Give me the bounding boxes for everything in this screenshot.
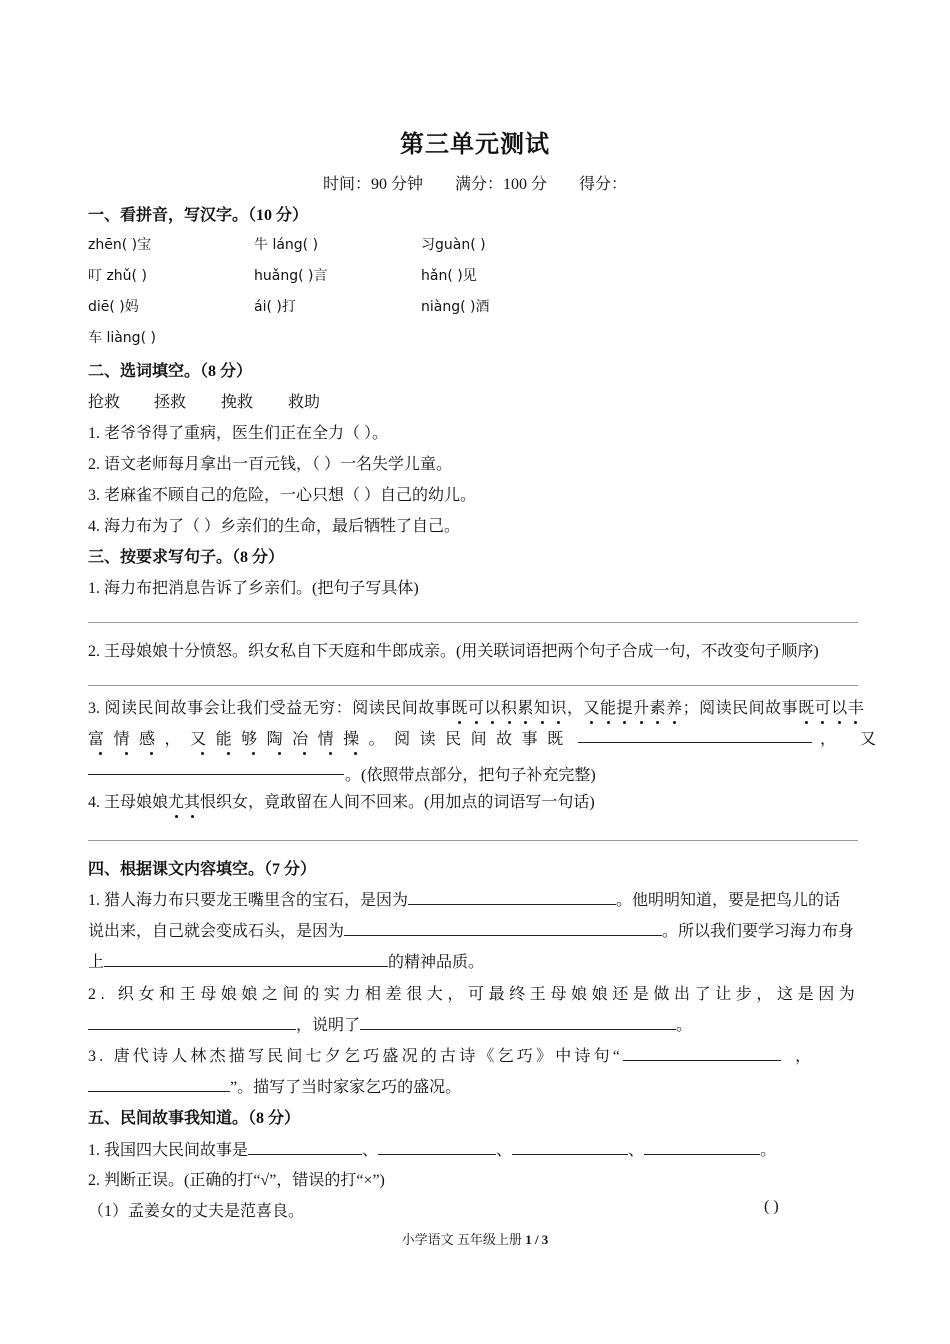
question-3-line-2: 富情感，又能够陶冶情操。阅读民间故事既 bbox=[88, 731, 573, 748]
dotted-text bbox=[451, 700, 567, 717]
emphasis-char: 可 bbox=[814, 700, 832, 717]
pinyin-item: 牛 láng( ) bbox=[254, 237, 319, 253]
emphasis-char: 富 bbox=[88, 731, 114, 748]
exam-meta bbox=[0, 171, 950, 194]
answer-blank[interactable] bbox=[378, 1140, 496, 1155]
question-item: 2. 判断正误。(正确的打“√”，错误的打“×”) bbox=[88, 1172, 385, 1189]
time-label: 时间：90 分钟 bbox=[322, 176, 423, 193]
answer-blank[interactable] bbox=[88, 1077, 230, 1092]
answer-blank[interactable] bbox=[88, 760, 344, 775]
answer-line[interactable] bbox=[88, 622, 858, 623]
answer-blank[interactable] bbox=[512, 1140, 628, 1155]
emphasis-char: 既 bbox=[798, 700, 815, 717]
emphasis-char: 识 bbox=[550, 700, 567, 717]
question-4-line: 4. 王母娘娘尤其恨织女，竟敢留在人间不回来。(用加点的词语写一句话) bbox=[88, 794, 595, 811]
answer-line[interactable] bbox=[88, 840, 858, 841]
pinyin-item: diē( )妈 bbox=[88, 299, 139, 315]
pinyin-item: zhēn( )宝 bbox=[88, 237, 152, 253]
pinyin-item: ái( )打 bbox=[254, 299, 296, 315]
dotted-text bbox=[190, 731, 369, 748]
question-item: 3. 老麻雀不顾自己的危险，一心只想（ ）自己的幼儿。 bbox=[88, 487, 477, 504]
question-item: 1. 老爷爷得了重病，医生们正在全力（ ）。 bbox=[88, 425, 389, 442]
dotted-text bbox=[583, 700, 682, 717]
judge-answer-box[interactable]: ( ) bbox=[764, 1198, 779, 1215]
emphasis-char: 累 bbox=[517, 700, 534, 717]
answer-blank[interactable] bbox=[578, 728, 812, 743]
fill-line: 1. 猎人海力布只要龙王嘴里含的宝石，是因为 。他明明知道，要是把鸟儿的话 bbox=[88, 892, 841, 909]
dotted-text bbox=[168, 794, 200, 811]
pinyin-item: 叮 zhǔ( ) bbox=[88, 268, 147, 284]
emphasis-char: 既 bbox=[451, 700, 468, 717]
judge-item: （1）孟姜女的丈夫是范喜良。 bbox=[88, 1203, 305, 1220]
emphasis-char: 能 bbox=[599, 700, 617, 717]
emphasis-char: 够 bbox=[241, 731, 267, 748]
question-item: 2. 语文老师每月拿出一百元钱，（ ）一名失学儿童。 bbox=[88, 456, 453, 473]
word-choice: 挽救 bbox=[221, 394, 254, 411]
question-item: 2. 王母娘娘十分愤怒。织女私自下天庭和牛郎成亲。(用关联词语把两个句子合成一句，不改变句子顺序) bbox=[88, 643, 819, 660]
word-choice: 救助 bbox=[288, 394, 321, 411]
fill-line: 上 的精神品质。 bbox=[88, 954, 485, 971]
answer-blank[interactable] bbox=[623, 1046, 781, 1061]
section-5-heading: 五、民间故事我知道。（8 分） bbox=[88, 1110, 301, 1127]
emphasis-char: 陶 bbox=[266, 731, 293, 748]
answer-line[interactable] bbox=[88, 685, 858, 686]
page-title: 第三单元测试 bbox=[400, 132, 550, 158]
emphasis-char: 积 bbox=[500, 700, 518, 717]
emphasis-char: 能 bbox=[215, 731, 242, 748]
emphasis-char: 升 bbox=[633, 700, 650, 717]
section-3-heading: 三、按要求写句子。（8 分） bbox=[88, 549, 285, 566]
answer-blank[interactable] bbox=[344, 921, 662, 936]
emphasis-char: 又 bbox=[583, 700, 600, 717]
fill-line: 说出来，自己就会变成石头，是因为 。所以我们要学习海力布身 bbox=[88, 923, 855, 940]
emphasis-char: 以 bbox=[831, 700, 848, 717]
pinyin-item: hǎn( )见 bbox=[421, 268, 477, 284]
answer-blank[interactable] bbox=[248, 1140, 362, 1155]
page-number: 1 / 3 bbox=[525, 1232, 549, 1247]
emphasis-char: 感 bbox=[139, 731, 165, 748]
page-footer bbox=[0, 1229, 950, 1248]
emphasis-char: 情 bbox=[113, 731, 140, 748]
section-4-heading: 四、根据课文内容填空。（7 分） bbox=[88, 861, 317, 878]
dotted-text bbox=[798, 700, 864, 717]
question-3-line-1: 3. 阅读民间故事会让我们受益无穷：阅读民间故事既可以积累知识，又能提升素养；阅读民间故事既可以丰 bbox=[88, 700, 864, 717]
question-item: 4. 海力布为了（ ）乡亲们的生命，最后牺牲了自己。 bbox=[88, 518, 461, 535]
answer-blank[interactable] bbox=[104, 952, 388, 967]
footer-text: 小学语文 五年级上册 bbox=[401, 1232, 526, 1247]
pinyin-item: niàng( )酒 bbox=[421, 299, 490, 315]
emphasis-char: 知 bbox=[533, 700, 551, 717]
pinyin-item: huǎng( )言 bbox=[254, 268, 328, 284]
emphasis-char: 可 bbox=[467, 700, 485, 717]
emphasis-char: 操 bbox=[343, 731, 369, 748]
fill-line: 3. 唐代诗人林杰描写民间七夕乞巧盛况的古诗《乞巧》中诗句“ ， bbox=[88, 1048, 812, 1065]
pinyin-item: 车 liàng( ) bbox=[88, 330, 156, 346]
fill-line: 1. 我国四大民间故事是 、 、 、 。 bbox=[88, 1142, 777, 1159]
emphasis-char: 其 bbox=[184, 794, 201, 811]
word-choice: 拯救 bbox=[154, 394, 187, 411]
dotted-text bbox=[88, 731, 165, 748]
fill-line: ，说明了 。 bbox=[88, 1012, 692, 1035]
score-label: 得分： bbox=[579, 176, 628, 193]
emphasis-char: 冶 bbox=[292, 731, 318, 748]
answer-blank[interactable] bbox=[408, 890, 616, 905]
fill-line: 2. 织女和王母娘娘之间的实力相差很大，可最终王母娘娘还是做出了让步，这是因为 bbox=[88, 986, 860, 1003]
emphasis-char: 素 bbox=[649, 700, 667, 717]
emphasis-char: 情 bbox=[317, 731, 344, 748]
emphasis-char: 提 bbox=[616, 700, 634, 717]
question-item: 1. 海力布把消息告诉了乡亲们。(把句子写具体) bbox=[88, 580, 419, 597]
emphasis-char: 丰 bbox=[847, 700, 864, 717]
word-choice: 抢救 bbox=[88, 394, 121, 411]
emphasis-char: 以 bbox=[484, 700, 501, 717]
answer-blank[interactable] bbox=[360, 1015, 676, 1030]
full-score-label: 满分：100 分 bbox=[454, 176, 547, 193]
fill-line: ”。描写了当时家家乞巧的盛况。 bbox=[88, 1074, 461, 1097]
answer-blank[interactable] bbox=[88, 1015, 296, 1030]
section-2-heading: 二、选词填空。（8 分） bbox=[88, 363, 253, 380]
emphasis-char: 尤 bbox=[168, 794, 185, 811]
emphasis-char: 又 bbox=[190, 731, 216, 748]
question-3-line-2-end: ，又 bbox=[820, 731, 901, 748]
emphasis-char: 养 bbox=[666, 700, 683, 717]
answer-blank[interactable] bbox=[644, 1140, 760, 1155]
question-3-line-3: 。(依照带点部分，把句子补充完整) bbox=[345, 767, 596, 784]
section-1-heading: 一、看拼音，写汉字。（10 分） bbox=[88, 207, 309, 224]
pinyin-item: 习guàn( ) bbox=[421, 237, 486, 253]
